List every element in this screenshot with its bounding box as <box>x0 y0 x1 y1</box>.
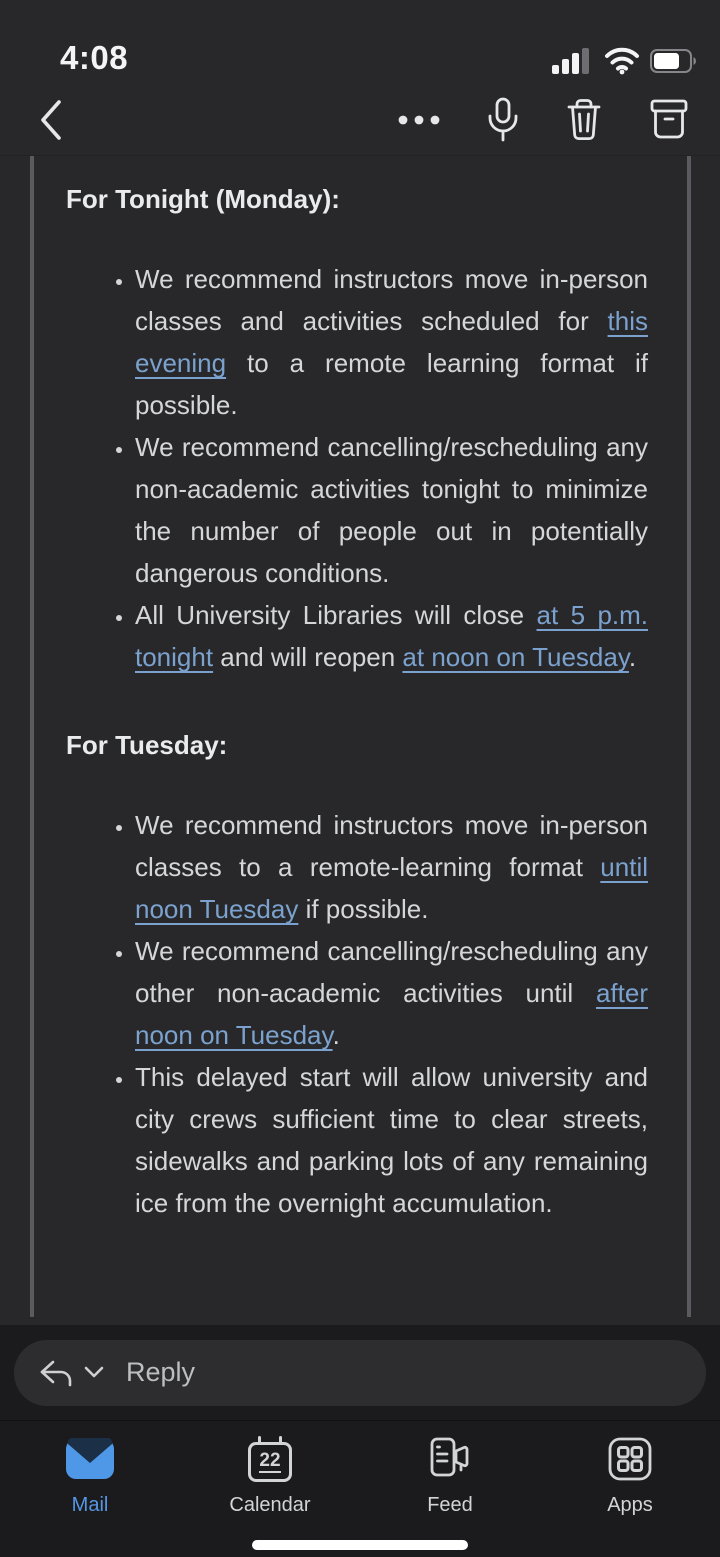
back-button[interactable] <box>36 96 66 144</box>
calendar-icon <box>248 1433 292 1485</box>
bullet-text: This delayed start will allow university and city crews sufficient time to clear streets, sidewalks and parking lots of any remaining ice from the overnight accumulation. <box>135 1062 648 1218</box>
chevron-down-icon <box>84 1366 104 1379</box>
reply-arrow-icon <box>38 1357 74 1389</box>
email-section <box>66 182 660 678</box>
email-link[interactable]: after noon on Tuesday <box>135 978 648 1050</box>
wifi-icon <box>604 47 640 75</box>
bullet-item <box>135 930 650 1056</box>
bullet-text: We recommend instructors move in-person classes to a remote-learning format <box>135 810 648 882</box>
email-body <box>0 156 720 1224</box>
status-bar <box>0 0 720 85</box>
more-options-button[interactable] <box>394 112 444 128</box>
tab-calendar[interactable] <box>180 1433 360 1557</box>
feed-icon <box>425 1433 475 1485</box>
bullet-text: to a remote learning format if possible. <box>135 348 648 420</box>
mail-icon <box>64 1433 116 1485</box>
archive-button[interactable] <box>646 96 692 144</box>
battery-icon <box>650 49 698 73</box>
bullet-list <box>66 258 660 678</box>
microphone-icon <box>486 97 520 143</box>
reply-section <box>0 1325 720 1420</box>
cellular-signal-icon <box>552 47 594 75</box>
home-indicator[interactable] <box>252 1540 468 1550</box>
bullet-item <box>135 258 650 426</box>
bullet-text: and will reopen <box>213 642 403 672</box>
back-chevron-icon <box>38 98 64 142</box>
tab-mail[interactable] <box>0 1433 180 1557</box>
email-toolbar <box>0 85 720 155</box>
email-link[interactable]: at 5 p.m. tonight <box>135 600 649 672</box>
reply-button[interactable] <box>14 1340 706 1406</box>
scrollbar[interactable] <box>687 156 691 1317</box>
tab-label-apps: Apps <box>607 1494 653 1516</box>
tab-apps[interactable] <box>540 1433 720 1557</box>
section-heading: For Tuesday: <box>66 730 228 760</box>
email-link[interactable]: this evening <box>135 306 648 378</box>
tab-feed[interactable] <box>360 1433 540 1557</box>
email-section <box>66 728 660 1224</box>
bullet-text: All University Libraries will close <box>135 600 537 630</box>
bullet-list <box>66 804 660 1224</box>
trash-icon <box>564 98 604 142</box>
section-heading: For Tonight (Monday): <box>66 184 340 214</box>
reply-label: Reply <box>126 1357 196 1387</box>
dictate-button[interactable] <box>484 95 522 145</box>
bottom-tab-bar <box>0 1420 720 1557</box>
tab-label-feed: Feed <box>427 1494 473 1516</box>
status-icons <box>552 47 698 77</box>
bullet-text: We recommend cancelling/rescheduling any non-academic activities tonight to minimize the number of people out in potentially dangerous conditions. <box>135 432 648 588</box>
email-link[interactable]: until noon Tuesday <box>135 852 648 924</box>
bullet-text: . <box>332 1020 340 1050</box>
ellipsis-icon <box>396 114 442 126</box>
email-body-viewport[interactable] <box>0 155 720 1325</box>
bullet-text: . <box>628 642 637 672</box>
bullet-text: We recommend cancelling/rescheduling any other non-academic activities until <box>135 936 648 1008</box>
bullet-text: We recommend instructors move in-person classes and activities scheduled for <box>135 264 648 336</box>
bullet-item <box>135 426 650 594</box>
bullet-item <box>135 804 650 930</box>
email-link[interactable]: at noon on Tuesday <box>402 642 629 672</box>
calendar-date-badge: 22 <box>259 1450 281 1471</box>
apps-icon <box>607 1433 653 1485</box>
tab-label-calendar: Calendar <box>229 1494 311 1516</box>
tab-label-mail: Mail <box>71 1494 109 1516</box>
bullet-item <box>135 594 650 678</box>
archive-icon <box>648 98 690 142</box>
bullet-item <box>135 1056 650 1224</box>
content-edge-line <box>30 156 34 1317</box>
delete-button[interactable] <box>562 96 606 144</box>
status-time: 4:08 <box>60 39 129 76</box>
bullet-text: if possible. <box>298 894 429 924</box>
